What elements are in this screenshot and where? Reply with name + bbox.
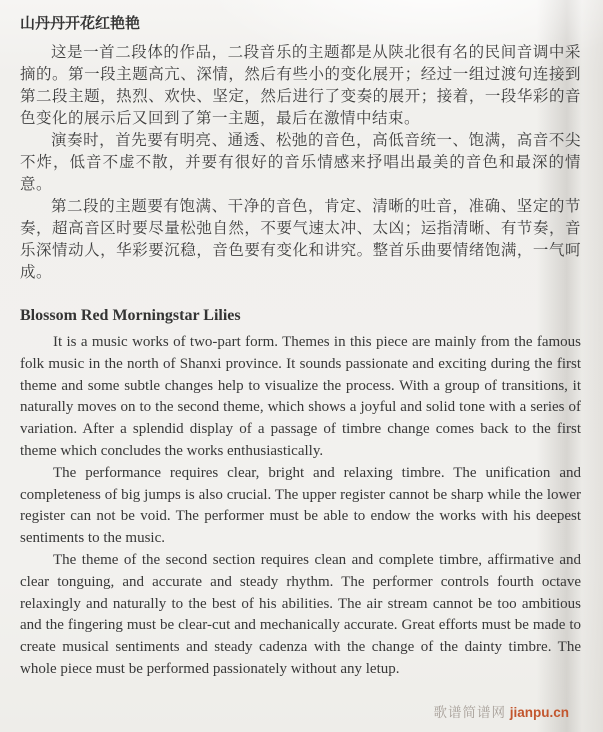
chinese-paragraph-3: 第二段的主题要有饱满、干净的音色，肯定、清晰的吐音，准确、坚定的节奏，超高音区时要尽量松弛自然，不要气速太冲、太凶；运指清晰、有节奏，音乐深情动人，华彩要沉稳，音色要有变化和讲究。整首乐曲要情绪饱满，一气呵成。 (20, 198, 581, 281)
watermark-site-url: jianpu.cn (509, 705, 569, 720)
english-paragraph-1: It is a music works of two-part form. Themes in this piece are mainly from the famous folk music in the north of Shanxi province. It sounds passionate and exciting during the first theme and some subtle changes help to visualize the process. With a group of transitions, it naturally moves on to the second theme, which shows a joyful and solid tone with a series of variation. After a splendid display of a passage of timbre change comes back to the first theme which concludes the works enthusiastically. (20, 334, 581, 459)
watermark-site-name: 歌谱简谱网 (433, 705, 506, 720)
chinese-paragraph-1: 这是一首二段体的作品，二段音乐的主题都是从陕北很有名的民间音调中采摘的。第一段主题高亢、深情，然后有些小的变化展开；经过一组过渡句连接到第二段主题，热烈、欢快、坚定，然后进行了变奏的展开；接着，一段华彩的音色变化的展示后又回到了第一主题，最后在激情中结束。 (20, 44, 581, 127)
chinese-section (20, 13, 581, 284)
chinese-paragraph-2: 演奏时，首先要有明亮、通透、松弛的音色，高低音统一、饱满，高音不尖不炸，低音不虚不散，并要有很好的音乐情感来抒唱出最美的音色和最深的情意。 (20, 132, 581, 193)
english-paragraph-2: The performance requires clear, bright and relaxing timbre. The unification and completeness of big jumps is also crucial. The upper register cannot be sharp while the lower register can not be void. The performer must be able to endow the works with his deepest sentiments to the music. (20, 464, 581, 547)
english-paragraph-3: The theme of the second section requires clean and complete timbre, affirmative and clear tonguing, and accurate and steady rhythm. The performer controls fourth octave relaxingly and naturally to the best of his abilities. The air stream cannot be too ambitious and the fingering must be clear-cut and mechanically accurate. Great efforts must be made to create musical sentiments and steady cadenza with the change of the dainty timbre. The whole piece must be performed passionately without any letup. (20, 551, 581, 677)
english-title: Blossom Red Morningstar Lilies (20, 307, 241, 324)
chinese-title: 山丹丹开花红艳艳 (20, 15, 141, 32)
english-section (20, 305, 581, 681)
watermark (433, 701, 569, 721)
